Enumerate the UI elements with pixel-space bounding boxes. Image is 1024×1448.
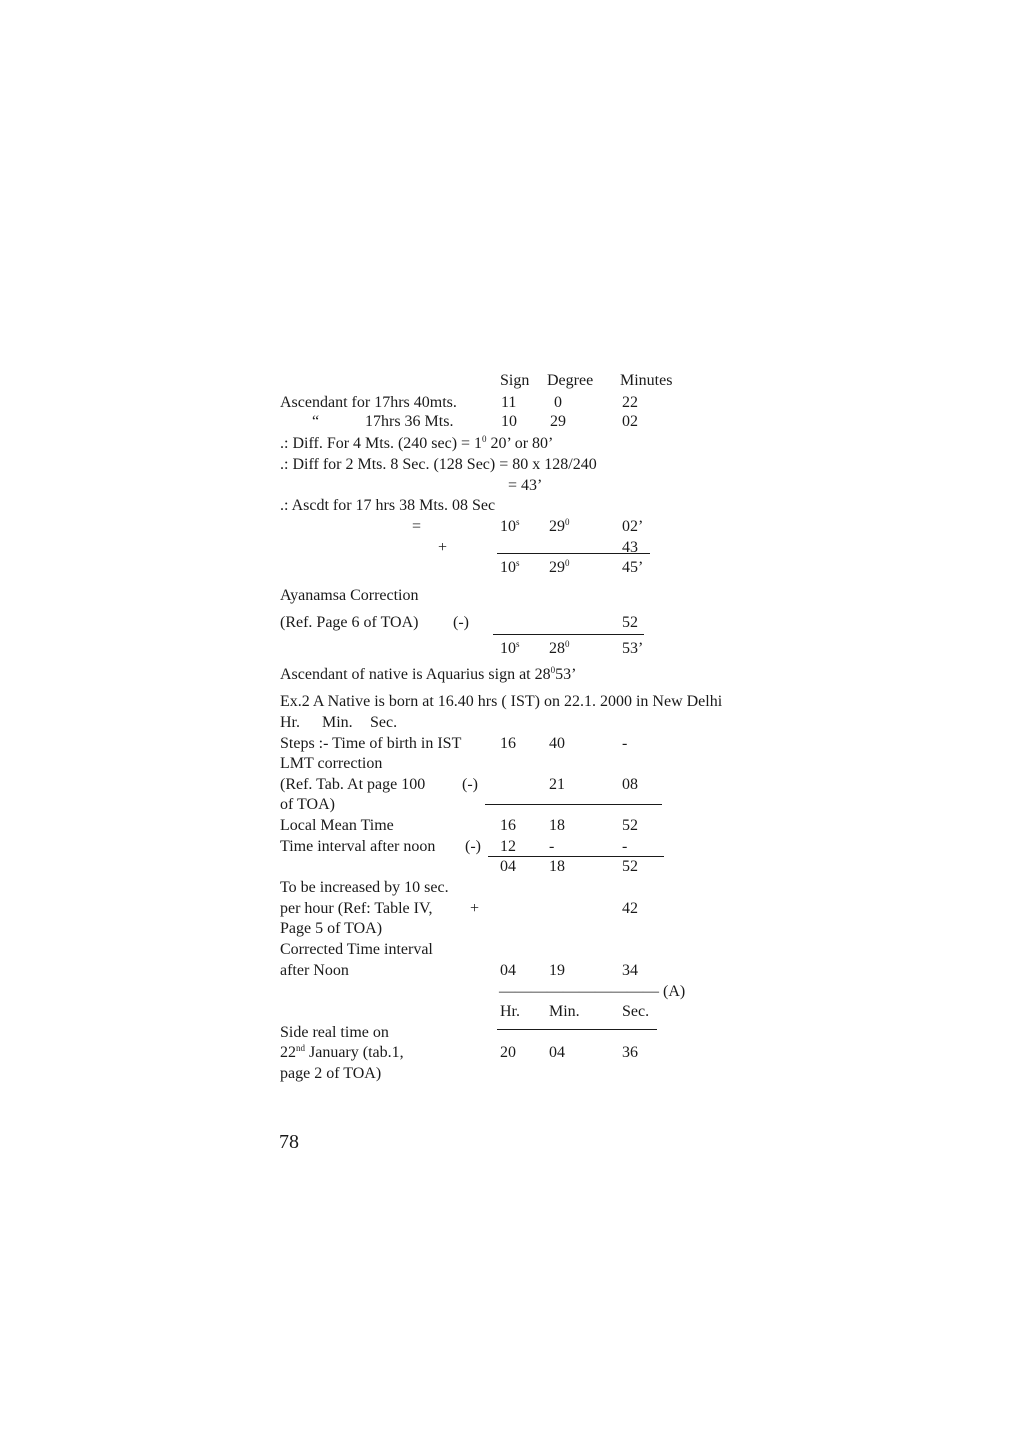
ref-100-sec: 08 [622, 776, 638, 793]
conclusion-sup: 0 [550, 665, 556, 675]
col-header-sign: Sign [500, 372, 530, 389]
asc1-degree: 0 [554, 394, 562, 411]
of-toa-label: of TOA) [280, 796, 335, 813]
sidereal-day: 22 [280, 1044, 296, 1061]
lmt-correction-label: LMT correction [280, 755, 383, 772]
lmt-sec: 52 [622, 817, 638, 834]
sum-rule-3 [485, 804, 662, 805]
hr-header: Hr. [280, 714, 300, 731]
ayanamsa-label: Ayanamsa Correction [280, 587, 419, 604]
r4-minutes: 53’ [622, 640, 644, 657]
corrected-interval-line-1: Corrected Time interval [280, 941, 433, 958]
sidereal-line-3: page 2 of TOA) [280, 1065, 382, 1082]
local-mean-time-label: Local Mean Time [280, 817, 394, 834]
r4-sign-val: 10 [500, 640, 516, 657]
diff-hr: 04 [500, 858, 516, 875]
r3-sign [500, 559, 520, 577]
r4-deg-sup: 0 [565, 639, 570, 649]
sidereal-min: 04 [549, 1044, 565, 1061]
r1-sign-sup: s [516, 517, 520, 527]
ref-100-min: 21 [549, 776, 565, 793]
sum-rule-2 [493, 634, 644, 635]
col-header-degree: Degree [547, 372, 594, 389]
increase-line-2: per hour (Ref: Table IV, [280, 900, 433, 917]
r4-degree [549, 640, 570, 658]
increase-op: + [470, 900, 480, 917]
equals-sign: = [412, 518, 422, 535]
sidereal-hr: 20 [500, 1044, 516, 1061]
asc2-minutes: 02 [622, 413, 638, 430]
diff-4-text-a: .: Diff. For 4 Mts. (240 sec) = 1 [280, 435, 483, 452]
col-header-minutes: Minutes [620, 372, 673, 389]
min-header-2: Min. [549, 1003, 580, 1020]
steps-sec: - [622, 735, 628, 752]
time-interval-op: (-) [465, 838, 481, 855]
hr-header-2: Hr. [500, 1003, 520, 1020]
steps-label: Steps :- Time of birth in IST [280, 735, 462, 752]
conclusion-text-b: 53’ [555, 666, 577, 683]
diff-4-text-b: 20’ or 80’ [486, 435, 554, 452]
asc1-label: Ascendant for 17hrs 40mts. [280, 394, 457, 411]
lmt-min: 18 [549, 817, 565, 834]
r1-sign-val: 10 [500, 518, 516, 535]
r1-sign [500, 518, 520, 536]
min-header: Min. [322, 714, 353, 731]
time-interval-hr: 12 [500, 838, 516, 855]
r1-deg-sup: 0 [565, 517, 570, 527]
sidereal-day-sup: nd [296, 1043, 305, 1053]
corrected-sec: 34 [622, 962, 638, 979]
corrected-min: 19 [549, 962, 565, 979]
sum-rule-5 [497, 1029, 657, 1030]
r3-sign-sup: s [516, 558, 520, 568]
corrected-interval-line-2: after Noon [280, 962, 349, 979]
asc2-label: 17hrs 36 Mts. [365, 413, 454, 430]
asc1-sign: 11 [501, 394, 517, 411]
r1-deg-val: 29 [549, 518, 565, 535]
diff-4-degree-sup: 0 [482, 434, 487, 444]
sum-rule-1 [497, 553, 650, 554]
diff-sec: 52 [622, 858, 638, 875]
asc2-degree: 29 [550, 413, 566, 430]
increase-line-1: To be increased by 10 sec. [280, 879, 449, 896]
r3-deg-val: 29 [549, 559, 565, 576]
r2-minutes: 43 [622, 539, 638, 556]
steps-min: 40 [549, 735, 565, 752]
ref-tab-100: (Ref. Tab. At page 100 [280, 776, 426, 793]
r1-minutes: 02’ [622, 518, 644, 535]
diff-2-mts-line: .: Diff for 2 Mts. 8 Sec. (128 Sec) = 80 x 128/240 [280, 456, 597, 473]
time-interval-min: - [549, 838, 555, 855]
r3-sign-val: 10 [500, 559, 516, 576]
ayanamsa-minutes: 52 [622, 614, 638, 631]
ref-page-6: (Ref. Page 6 of TOA) [280, 614, 419, 631]
page-number: 78 [279, 1131, 299, 1153]
marker-a: —————————— (A) [499, 983, 686, 1000]
sum-rule-4 [488, 856, 664, 857]
diff-min: 18 [549, 858, 565, 875]
steps-hr: 16 [500, 735, 516, 752]
conclusion-text-a: Ascendant of native is Aquarius sign at 28 [280, 666, 551, 683]
diff-2-result: = 43’ [508, 477, 543, 494]
plus-sign: + [438, 539, 448, 556]
lmt-hr: 16 [500, 817, 516, 834]
increase-line-3: Page 5 of TOA) [280, 920, 383, 937]
diff-4-mts-line [280, 435, 553, 453]
sidereal-line-2-rest: January (tab.1, [305, 1044, 404, 1061]
sidereal-line-2 [280, 1044, 404, 1062]
r4-deg-val: 28 [549, 640, 565, 657]
example-2-heading: Ex.2 A Native is born at 16.40 hrs ( IST) on 22.1. 2000 in New Delhi [280, 693, 723, 710]
sec-header-2: Sec. [622, 1003, 650, 1020]
r1-degree [549, 518, 570, 536]
asc2-sign: 10 [501, 413, 517, 430]
r4-sign [500, 640, 520, 658]
sidereal-sec: 36 [622, 1044, 638, 1061]
minus-op: (-) [453, 614, 469, 631]
r3-degree [549, 559, 570, 577]
time-interval-sec: - [622, 838, 628, 855]
asc1-minutes: 22 [622, 394, 638, 411]
ascdt-line: .: Ascdt for 17 hrs 38 Mts. 08 Sec [280, 497, 496, 514]
corrected-hr: 04 [500, 962, 516, 979]
ref-100-op: (-) [462, 776, 478, 793]
increase-sec: 42 [622, 900, 638, 917]
time-interval-label: Time interval after noon [280, 838, 436, 855]
conclusion-line [280, 666, 576, 684]
r4-sign-sup: s [516, 639, 520, 649]
r3-minutes: 45’ [622, 559, 644, 576]
r3-deg-sup: 0 [565, 558, 570, 568]
sidereal-line-1: Side real time on [280, 1024, 389, 1041]
ditto-mark: “ [312, 413, 320, 430]
sec-header: Sec. [370, 714, 398, 731]
